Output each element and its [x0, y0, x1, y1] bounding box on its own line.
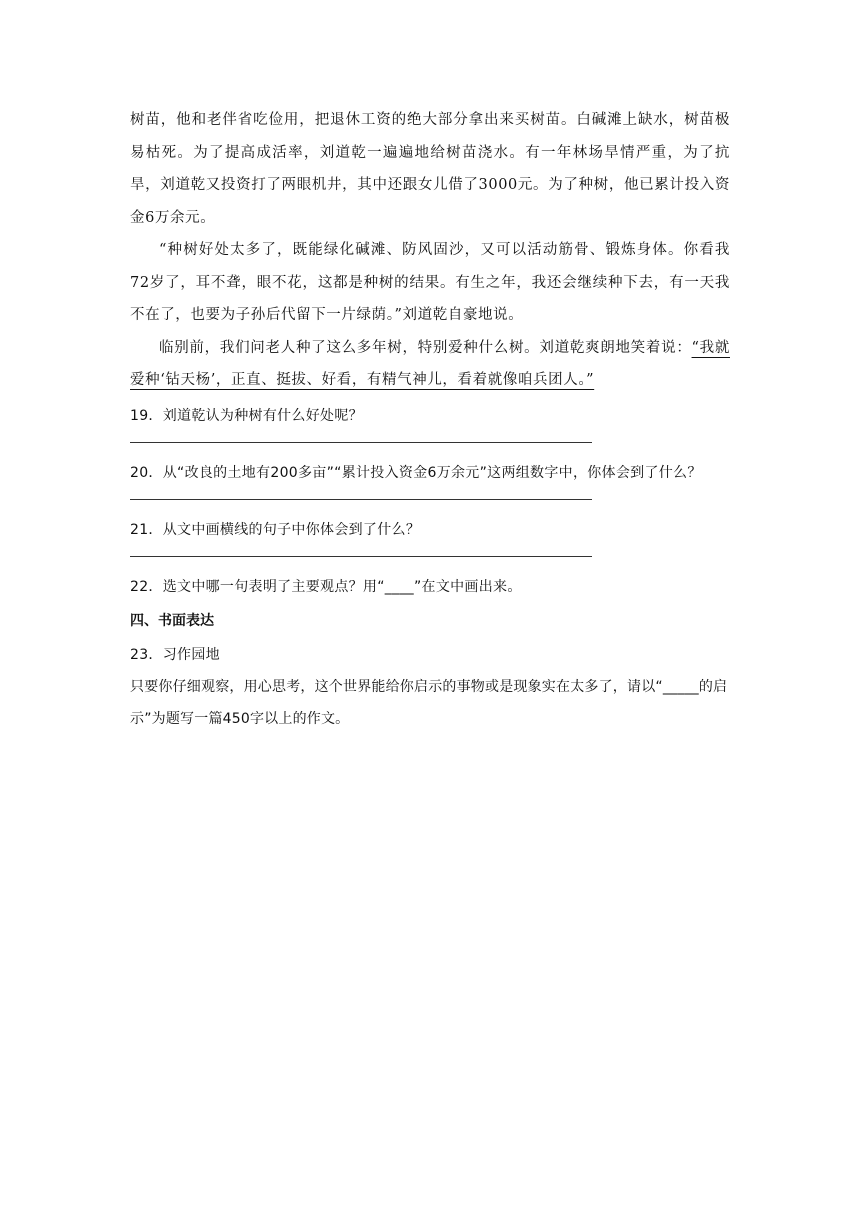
passage-paragraph-3 — [130, 332, 730, 397]
question-20: 20．从“改良的土地有200多亩”“累计投入资金6万余元”这两组数字中，你体会到了什么？ — [130, 464, 702, 481]
answer-line-21[interactable] — [130, 556, 592, 557]
composition-prompt: 只要你仔细观察，用心思考，这个世界能给你启示的事物或是现象实在太多了，请以“_____的启示”为题写一篇450字以上的作文。 — [130, 678, 728, 727]
question-23: 23．习作园地 — [130, 646, 220, 663]
passage-paragraph-2: “种树好处太多了，既能绿化碱滩、防风固沙，又可以活动筋骨、锻炼身体。你看我72岁了，耳不聋，眼不花，这都是种树的结果。有生之年，我还会继续种下去，有一天我不在了，也要为子孙后代留下一片绿荫。”刘道乾自豪地说。 — [130, 242, 730, 323]
question-21: 21．从文中画横线的句子中你体会到了什么？ — [130, 521, 421, 538]
question-22: 22．选文中哪一句表明了主要观点？用“____”在文中画出来。 — [130, 578, 522, 595]
answer-line-19[interactable] — [130, 442, 592, 443]
document-page — [130, 104, 730, 735]
passage-paragraph-1: 树苗，他和老伴省吃俭用，把退休工资的绝大部分拿出来买树苗。白碱滩上缺水，树苗极易枯死。为了提高成活率，刘道乾一遍遍地给树苗浇水。有一年林场旱情严重，为了抗旱，刘道乾又投资打了两眼机井，其中还跟女儿借了3000元。为了种树，他已累计投入资金6万余元。 — [130, 112, 730, 226]
underlined-sentence: “我就爱种‘钻天杨’，正直、挺拔、好看，有精气神儿，看着就像咱兵团人。” — [130, 339, 730, 388]
answer-line-20[interactable] — [130, 499, 592, 500]
question-19: 19．刘道乾认为种树有什么好处呢？ — [130, 407, 363, 424]
section-title: 四、书面表达 — [130, 612, 214, 629]
passage-paragraph-3-text: 临别前，我们问老人种了这么多年树，特别爱种什么树。刘道乾爽朗地笑着说： — [159, 339, 692, 356]
